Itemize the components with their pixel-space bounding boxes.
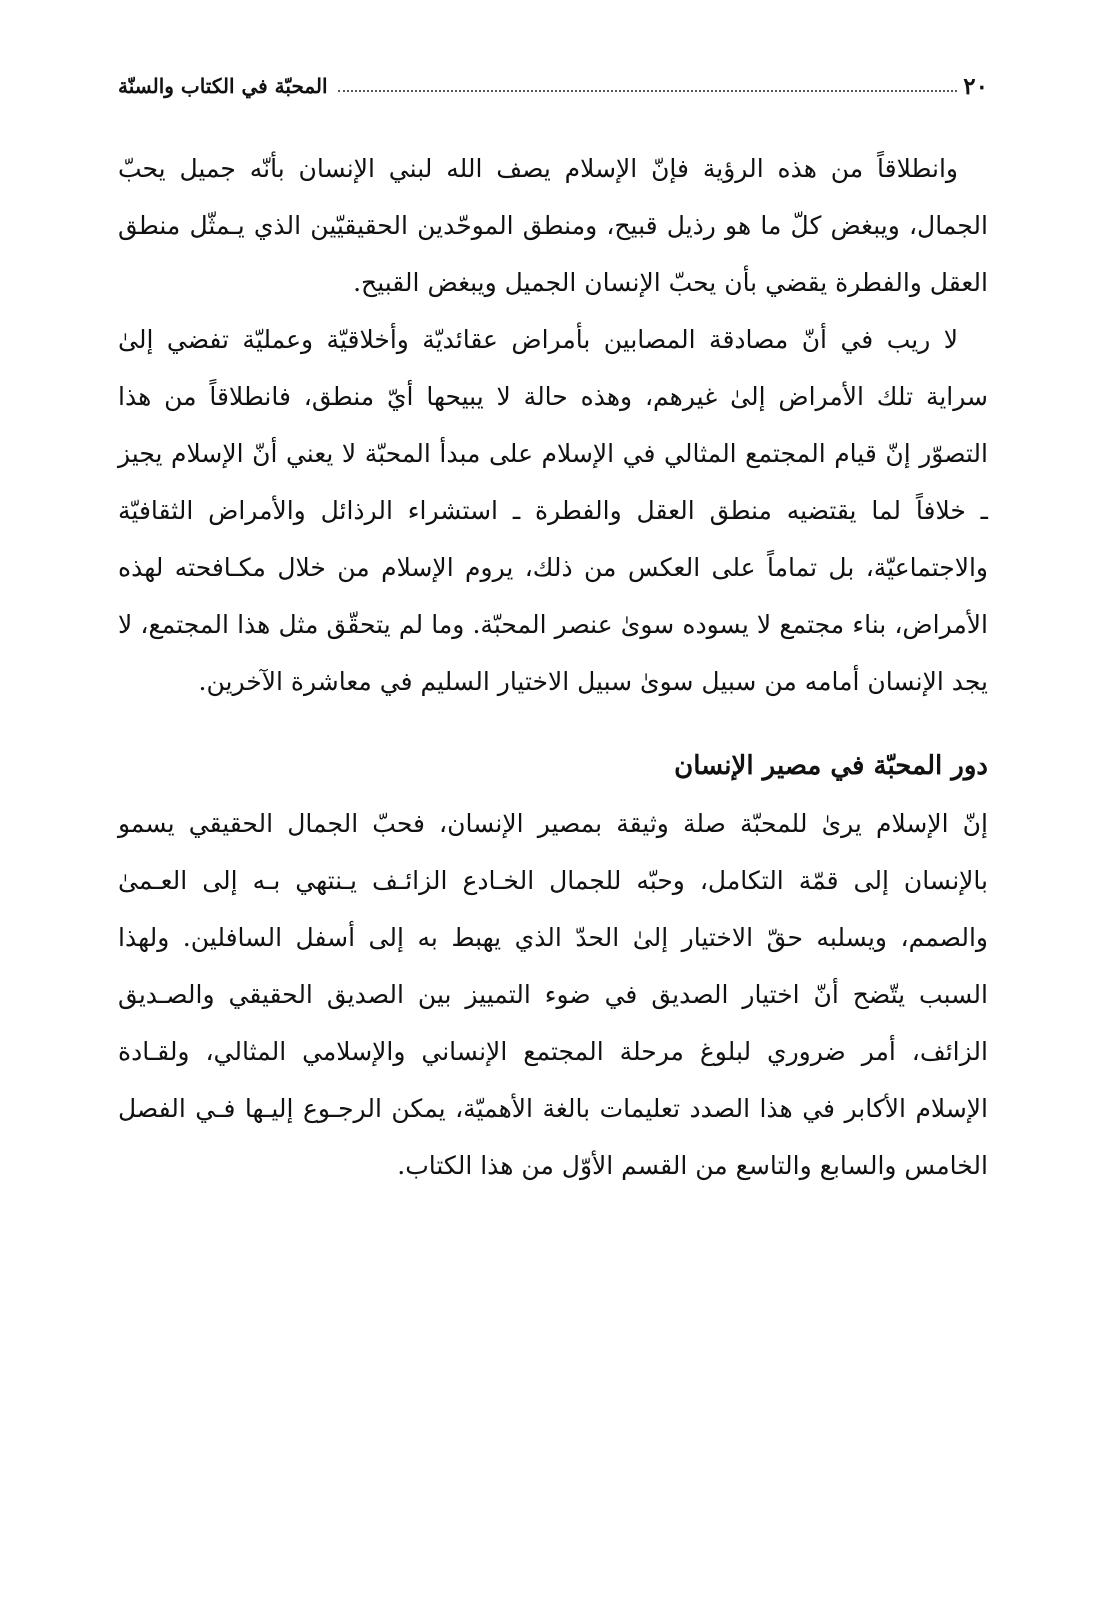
paragraph-2: لا ريب في أنّ مصادقة المصابين بأمراض عقائديّة وأخلاقيّة وعمليّة تفضي إلىٰ سراية تلك الأمراض إلىٰ غيرهم، وهذه حالة لا يبيحها أيّ منطق، فانطلاقاً من هذا التصوّر إنّ قيام المجتمع المثالي في الإسلام على مبدأ المحبّة لا يعني أنّ الإسلام يجيز ـ خلافاً لما يقتضيه منطق العقل والفطرة ـ استشراء الرذائل والأمراض الثقافيّة والاجتماعيّة، بل تماماً على العكس من ذلك، يروم الإسلام من خلال مكـافحته لهذه الأمراض، بناء مجتمع لا يسوده سوىٰ عنصر المحبّة. وما لم يتحقّق مثل هذا المجتمع، لا يجد الإنسان أمامه من سبيل سوىٰ سبيل الاختيار السليم في معاشرة الآخرين. [118, 325, 988, 696]
page-number: ٢٠ [963, 72, 988, 100]
paragraph-1: وانطلاقاً من هذه الرؤية فإنّ الإسلام يصف الله لبني الإنسان بأنّه جميل يحبّ الجمال، ويبغض كلّ ما هو رذيل قبيح، ومنطق الموحّدين الحقيقيّين الذي يـمثّل منطق العقل والفطرة يقضي بأن يحبّ الإنسان الجميل ويبغض القبيح. [118, 154, 988, 297]
paragraph-3: إنّ الإسلام يرىٰ للمحبّة صلة وثيقة بمصير الإنسان، فحبّ الجمال الحقيقي يسمو بالإنسان إلى قمّة التكامل، وحبّه للجمال الخـادع الزائـف يـنتهي بـه إلى العـمىٰ والصمم، ويسلبه حقّ الاختيار إلىٰ الحدّ الذي يهبط به إلى أسفل السافلين. ولهذا السبب يتّضح أنّ اختيار الصديق في ضوء التمييز بين الصديق الحقيقي والصـديق الزائف، أمر ضروري لبلوغ مرحلة المجتمع الإنساني والإسلامي المثالي، ولقـادة الإسلام الأكابر في هذا الصدد تعليمات بالغة الأهميّة، يمكن الرجـوع إليـها فـي الفصل الخامس والسابع والتاسع من القسم الأوّل من هذا الكتاب. [118, 809, 988, 1180]
header-dot-leader [338, 90, 958, 92]
page-body [118, 140, 988, 1194]
running-header [118, 66, 988, 106]
book-title: المحبّة في الكتاب والسنّة [118, 74, 328, 98]
section-heading: دور المحبّة في مصير الإنسان [674, 751, 988, 781]
